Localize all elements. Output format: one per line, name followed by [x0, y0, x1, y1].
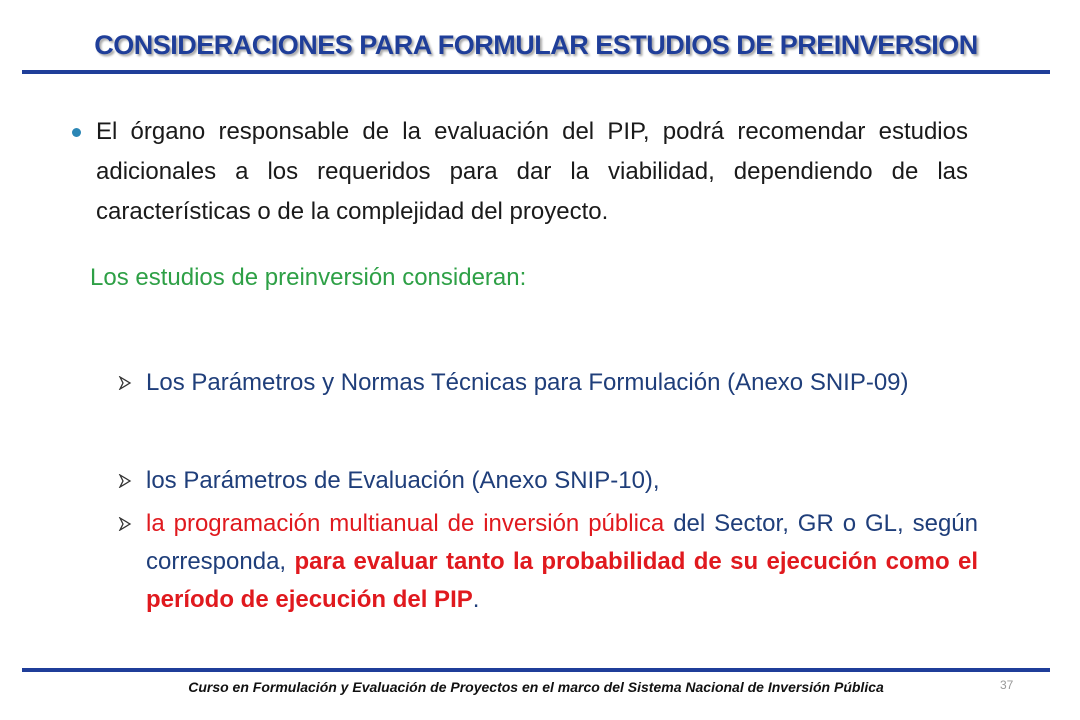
- highlight-text: la programación multianual de inversión pública: [146, 510, 665, 537]
- bold-highlight-text: para evaluar tanto la probabilidad de su ejecución como el período de ejecución del PIP: [146, 548, 978, 613]
- intro-text: Los estudios de preinversión consideran:: [90, 264, 527, 291]
- slide-title: CONSIDERACIONES PARA FORMULAR ESTUDIOS DE PREINVERSION: [94, 30, 978, 60]
- title-divider: [22, 70, 1050, 74]
- bullet-paragraph: El órgano responsable de la evaluación del PIP, podrá recomendar estudios adicionales a los requeridos para dar la viabilidad, dependiendo de las características o de la complejidad del proyecto.: [96, 118, 968, 225]
- footer-divider: [22, 668, 1050, 672]
- arrow-bullet-icon: [118, 376, 132, 390]
- bullet-dot-icon: [72, 128, 81, 137]
- arrow-bullet-icon: [118, 517, 132, 531]
- footer-text: Curso en Formulación y Evaluación de Proyectos en el marco del Sistema Nacional de Inversión Pública: [188, 679, 884, 695]
- list-item: Los Parámetros y Normas Técnicas para Formulación (Anexo SNIP-09): [146, 369, 909, 396]
- list-item: los Parámetros de Evaluación (Anexo SNIP-10),: [146, 467, 660, 494]
- list-item: [146, 505, 978, 619]
- arrow-bullet-icon: [118, 474, 132, 488]
- end-text: .: [472, 586, 480, 613]
- page-number: 37: [1000, 678, 1014, 692]
- plain-text: del Sector, GR o GL, según corresponda,: [146, 510, 978, 575]
